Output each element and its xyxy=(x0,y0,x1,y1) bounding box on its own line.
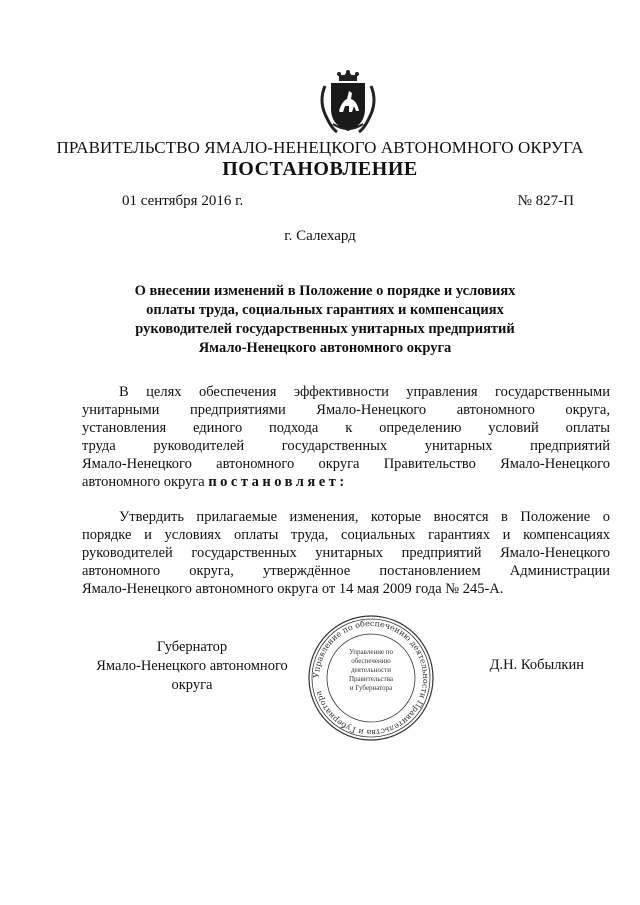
paragraph-line: Ямало-Ненецкого автономного округа Правительство Ямало-Ненецкого xyxy=(82,456,610,472)
title-line: руководителей государственных унитарных предприятий xyxy=(135,321,515,337)
coat-of-arms-icon xyxy=(317,66,379,138)
paragraph-line-final xyxy=(82,473,610,491)
document-city: г. Салехард xyxy=(284,228,356,244)
paragraph-line: Утвердить прилагаемые изменения, которые вносятся в Положение о xyxy=(119,509,610,525)
signatory-region: Ямало-Ненецкого автономного округа xyxy=(96,658,288,693)
stamp-line: деятельности xyxy=(350,666,392,674)
stamp-center-text xyxy=(336,648,406,693)
signatory-title: Губернатор xyxy=(156,639,228,655)
title-line: Ямало-Ненецкого автономного округа xyxy=(198,340,452,356)
resolution-keyword: постановляет: xyxy=(208,474,348,490)
paragraph-line: В целях обеспечения эффективности управления государственными xyxy=(119,384,610,400)
resolution-paragraph xyxy=(82,508,610,598)
stamp-line: обеспечению xyxy=(351,657,391,665)
paragraph-line: установления единого подхода к определению условий оплаты xyxy=(82,420,610,436)
paragraph-line: порядке и условиях оплаты труда, социальных гарантиях и компенсациях xyxy=(82,527,610,543)
paragraph-line: руководителей государственных унитарных предприятий Ямало-Ненецкого xyxy=(82,545,610,561)
paragraph-line: унитарными предприятиями Ямало-Ненецкого автономного округа, xyxy=(82,402,610,418)
organization-name: ПРАВИТЕЛЬСТВО ЯМАЛО-НЕНЕЦКОГО АВТОНОМНОГО ОКРУГА xyxy=(56,138,584,157)
document-number: № 827-П xyxy=(517,193,574,209)
preamble-paragraph xyxy=(82,383,610,491)
document-title xyxy=(100,282,550,358)
stamp-line: Управление по xyxy=(348,648,394,656)
paragraph-line-text: автономного округа xyxy=(82,474,209,490)
paragraph-line: Ямало-Ненецкого автономного округа от 14 мая 2009 года № 245-А. xyxy=(82,581,504,597)
signatory-name: Д.Н. Кобылкин xyxy=(489,657,584,673)
stamp-ring-text: Управление по обеспечению деятельности Правительства и Губернатора xyxy=(311,618,431,738)
title-line: О внесении изменений в Положение о порядке и условиях xyxy=(134,283,516,299)
paragraph-line: труда руководителей государственных унитарных предприятий xyxy=(82,438,610,454)
document-type: ПОСТАНОВЛЕНИЕ xyxy=(222,158,418,180)
stamp-line: и Губернатора xyxy=(349,684,393,692)
signatory-position xyxy=(82,638,302,695)
document-date: 01 сентября 2016 г. xyxy=(122,193,244,209)
title-line: оплаты труда, социальных гарантиях и компенсациях xyxy=(146,302,504,318)
paragraph-line: автономного округа, утверждённое постановлением Администрации xyxy=(82,563,610,579)
stamp-line: Правительства xyxy=(348,675,394,683)
